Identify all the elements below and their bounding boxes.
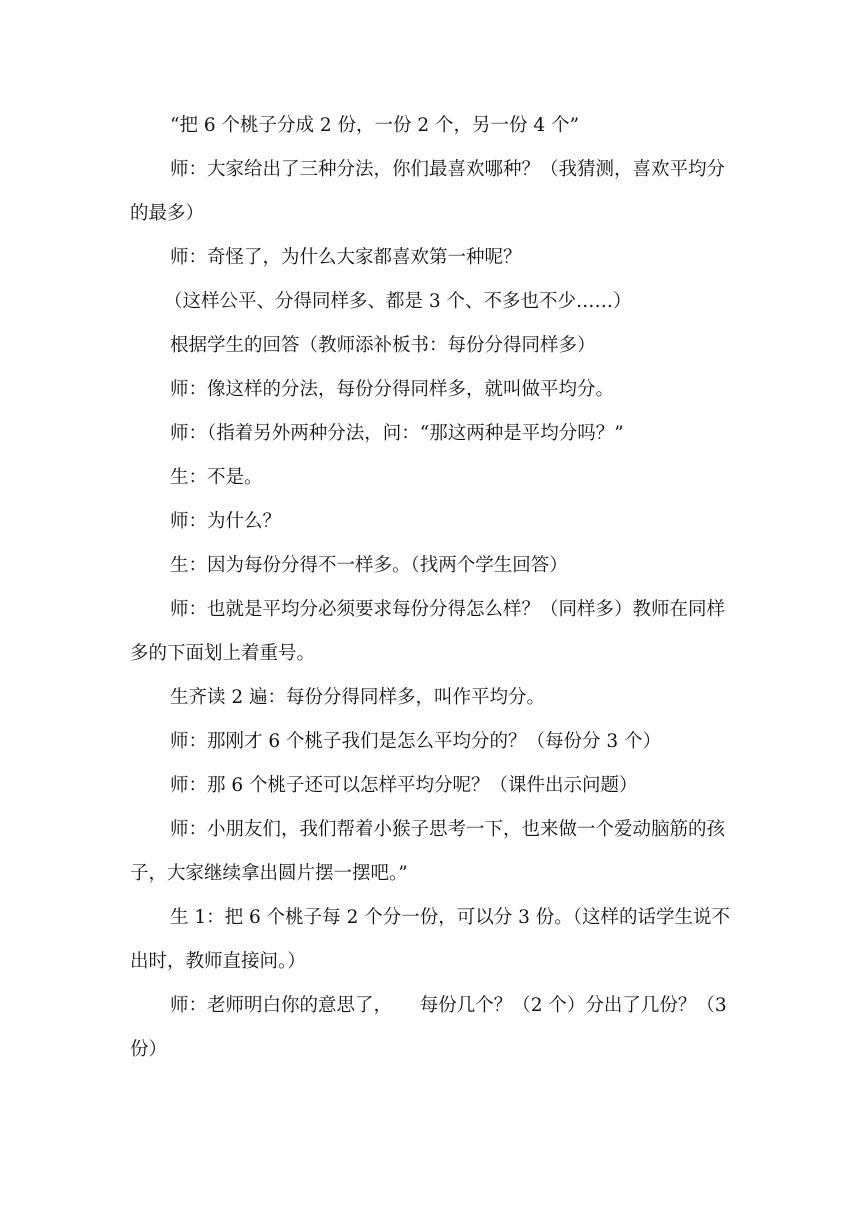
paragraph-8: 生：不是。	[170, 467, 263, 488]
paragraph-3: 师：奇怪了，为什么大家都喜欢第一种呢？	[170, 247, 522, 268]
paragraph-15: 师：小朋友们，我们帮着小猴子思考一下，也来做一个爱动脑筋的孩子，大家继续拿出圆片摆一摆吧。”	[130, 819, 726, 884]
paragraph-13: 师：那刚才 6 个桃子我们是怎么平均分的？（每份分 3 个）	[170, 731, 662, 752]
paragraph-5: 根据学生的回答（教师添补板书：每份分得同样多）	[170, 335, 596, 356]
paragraph-17: 师：老师明白你的意思了， 每份几个？（2 个）分出了几份？（3 份）	[130, 995, 727, 1060]
paragraph-9: 师：为什么？	[170, 511, 282, 532]
paragraph-4: （这样公平、分得同样多、都是 3 个、不多也不少……）	[164, 291, 632, 312]
paragraph-16: 生 1：把 6 个桃子每 2 个分一份，可以分 3 份。（这样的话学生说不出时，教师直接问。）	[130, 907, 730, 972]
paragraph-12: 生齐读 2 遍：每份分得同样多，叫作平均分。	[170, 687, 546, 708]
paragraph-10: 生：因为每份分得不一样多。（找两个学生回答）	[170, 555, 568, 576]
paragraph-11: 师：也就是平均分必须要求每份分得怎么样？（同样多）教师在同样多的下面划上着重号。	[130, 599, 726, 664]
paragraph-1: “把 6 个桃子分成 2 份，一份 2 个，另一份 4 个”	[170, 115, 580, 136]
paragraph-2: 师：大家给出了三种分法，你们最喜欢哪种？（我猜测，喜欢平均分的最多）	[130, 159, 726, 224]
paragraph-7: 师：（指着另外两种分法，问：“那这两种是平均分吗？”	[170, 423, 624, 444]
paragraph-6: 师：像这样的分法，每份分得同样多，就叫做平均分。	[170, 379, 615, 400]
paragraph-14: 师：那 6 个桃子还可以怎样平均分呢？（课件出示问题）	[170, 775, 638, 796]
